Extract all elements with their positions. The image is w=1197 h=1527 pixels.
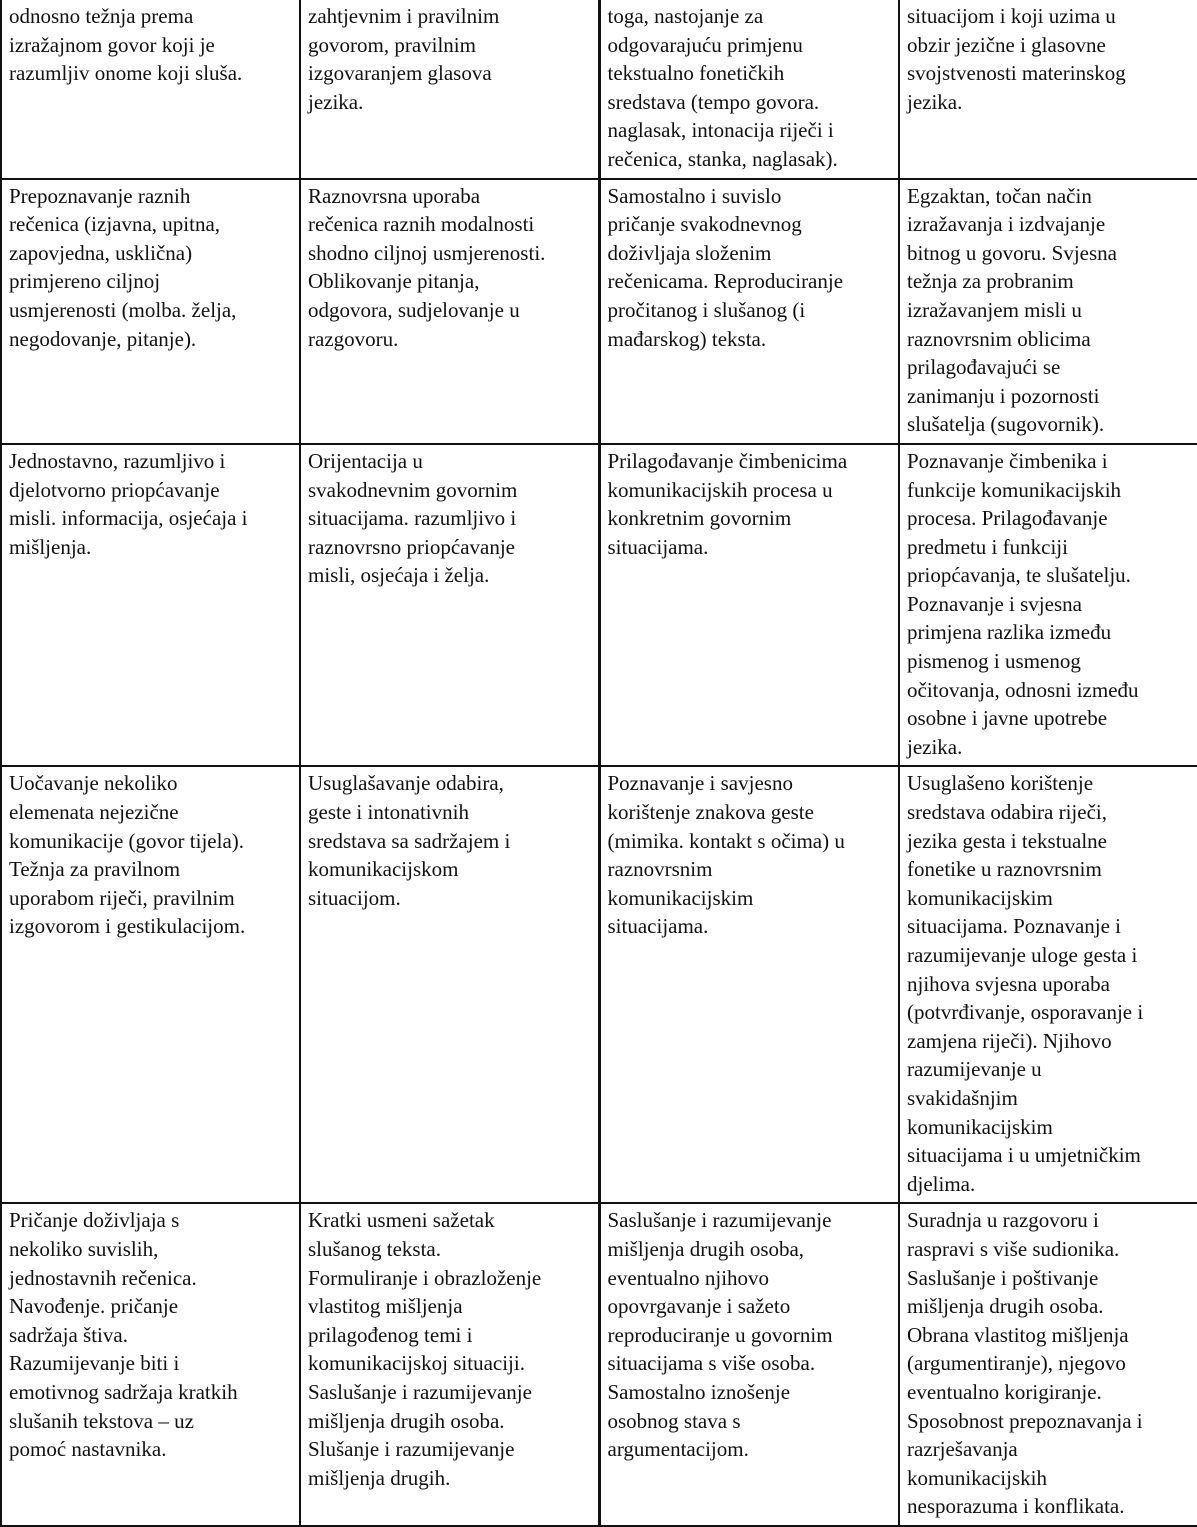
table-row xyxy=(1,1203,1197,1526)
table-cell: Samostalno i suvislo pričanje svakodnevnog doživljaja složenim rečenicama. Reproduciranje pročitanog i slušanog (i mađarskog) teksta. xyxy=(599,179,899,444)
table-cell: odnosno težnja prema izražajnom govor koji je razumljiv onome koji sluša. xyxy=(1,0,300,179)
table-cell: Usuglašavanje odabira, geste i intonativnih sredstava sa sadržajem i komunikacijskom situacijom. xyxy=(300,766,599,1203)
table-cell: zahtjevnim i pravilnim govorom, pravilnim izgovaranjem glasova jezika. xyxy=(300,0,599,179)
table-cell: Suradnja u razgovoru i raspravi s više sudionika. Saslušanje i poštivanje mišljenja drugih osoba. Obrana vlastitog mišljenja (argumentiranje), njegovo eventualno korigiranje. Sposobnost prepoznavanja i razrješavanja komunikacijskih nesporazuma i konflikata. xyxy=(899,1203,1197,1526)
table-cell: Poznavanje i savjesno korištenje znakova geste (mimika. kontakt s očima) u raznovrsnim komunikacijskim situacijama. xyxy=(599,766,899,1203)
table-cell: Raznovrsna uporaba rečenica raznih modalnosti shodno ciljnoj usmjerenosti. Oblikovanje pitanja, odgovora, sudjelovanje u razgovoru. xyxy=(300,179,599,444)
table-cell: Pričanje doživljaja s nekoliko suvislih, jednostavnih rečenica. Navođenje. pričanje sadržaja štiva. Razumijevanje biti i emotivnog sadržaja kratkih slušanih tekstova – uz pomoć nastavnika. xyxy=(1,1203,300,1526)
table-row xyxy=(1,0,1197,179)
table-cell: Prepoznavanje raznih rečenica (izjavna, upitna, zapovjedna, usklična) primjereno ciljnoj usmjerenosti (molba. želja, negodovanje, pitanje). xyxy=(1,179,300,444)
table-cell: Uočavanje nekoliko elemenata nejezične komunikacije (govor tijela). Težnja za pravilnom uporabom riječi, pravilnim izgovorom i gestikulacijom. xyxy=(1,766,300,1203)
table-cell: Saslušanje i razumijevanje mišljenja drugih osoba, eventualno njihovo opovrgavanje i sažeto reproduciranje u govornim situacijama s više osoba. Samostalno iznošenje osobnog stava s argumentacijom. xyxy=(599,1203,899,1526)
table-row xyxy=(1,444,1197,767)
table-cell: Egzaktan, točan način izražavanja i izdvajanje bitnog u govoru. Svjesna težnja za probranim izražavanjem misli u raznovrsnim oblicima prilagođavajući se zanimanju i pozornosti slušatelja (sugovornik). xyxy=(899,179,1197,444)
table-cell: Kratki usmeni sažetak slušanog teksta. Formuliranje i obrazloženje vlastitog mišljenja prilagođenog temi i komunikacijskoj situaciji. Saslušanje i razumijevanje mišljenja drugih osoba. Slušanje i razumijevanje mišljenja drugih. xyxy=(300,1203,599,1526)
table-cell: Jednostavno, razumljivo i djelotvorno priopćavanje misli. informacija, osjećaja i mišljenja. xyxy=(1,444,300,767)
table-cell: Usuglašeno korištenje sredstava odabira riječi, jezika gesta i tekstualne fonetike u raznovrsnim komunikacijskim situacijama. Poznavanje i razumijevanje uloge gesta i njihova svjesna uporaba (potvrđivanje, osporavanje i zamjena riječi). Njihovo razumijevanje u svakidašnjim komunikacijskim situacijama i u umjetničkim djelima. xyxy=(899,766,1197,1203)
table-cell: toga, nastojanje za odgovarajuću primjenu tekstualno fonetičkih sredstava (tempo govora. naglasak, intonacija riječi i rečenica, stanka, naglasak). xyxy=(599,0,899,179)
table-row xyxy=(1,766,1197,1203)
table-cell: Orijentacija u svakodnevnim govornim situacijama. razumljivo i raznovrsno priopćavanje misli, osjećaja i želja. xyxy=(300,444,599,767)
table-row xyxy=(1,179,1197,444)
table-cell: Poznavanje čimbenika i funkcije komunikacijskih procesa. Prilagođavanje predmetu i funkciji priopćavanja, te slušatelju. Poznavanje i svjesna primjena razlika između pismenog i usmenog očitovanja, odnosni između osobne i javne upotrebe jezika. xyxy=(899,444,1197,767)
table-cell: situacijom i koji uzima u obzir jezične i glasovne svojstvenosti materinskog jezika. xyxy=(899,0,1197,179)
table-cell: Prilagođavanje čimbenicima komunikacijskih procesa u konkretnim govornim situacijama. xyxy=(599,444,899,767)
